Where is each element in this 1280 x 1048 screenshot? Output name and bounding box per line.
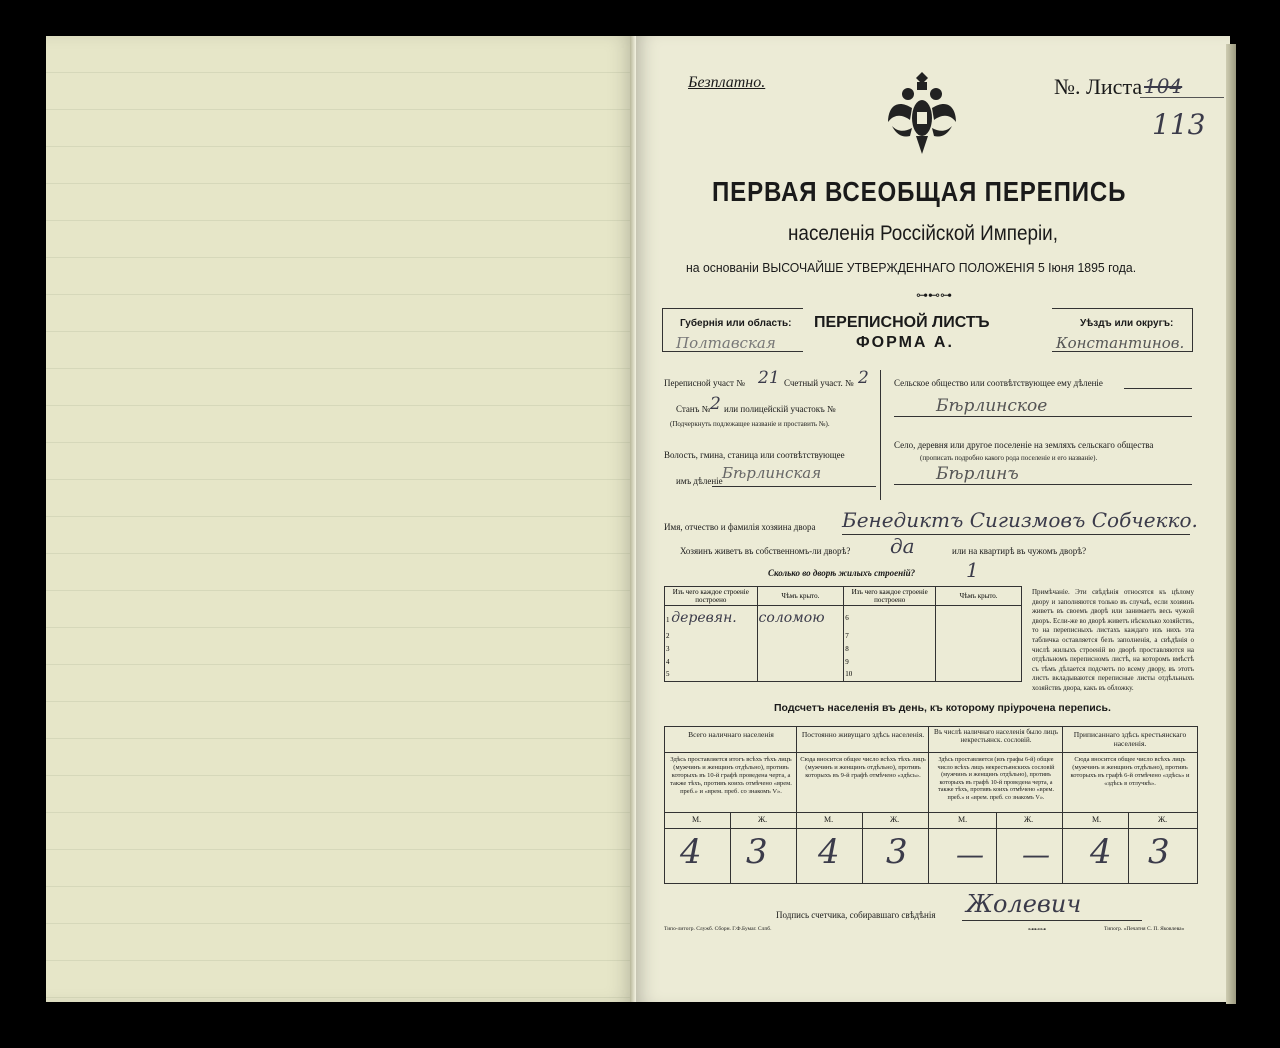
uezd-value: Константинов. [1056, 334, 1185, 352]
stan-label: Станъ № [676, 404, 711, 414]
police-note: (Подчеркнуть подлежащее названіе и проставить №). [670, 420, 830, 428]
row-material: деревян. [671, 609, 737, 626]
society-line-2 [894, 416, 1192, 417]
row-number: 2 [666, 631, 670, 640]
sub-title: населенія Россійской Имперіи, [788, 222, 1058, 245]
count-col2-head: Постоянно живущаго здѣсь населенія. [801, 730, 925, 739]
count-mf-split-3 [996, 812, 997, 883]
rent-label: или на квартирѣ въ чужомъ дворѣ? [952, 546, 1087, 556]
row-number: 8 [845, 644, 849, 653]
footer-ornament: ⊶⊷⊶ [1028, 927, 1046, 933]
buildings-row-4 [665, 655, 1022, 668]
book-spine [630, 36, 636, 1002]
title-ornament: ⊶⊷⊶ [916, 288, 952, 302]
count-mf-line [664, 828, 1197, 829]
count-col2-m-value: 4 [818, 832, 840, 872]
sheet-number-label: №. Листа [1054, 74, 1143, 99]
volost-label-1: Волость, гмина, станица или соотвѣтствующее [664, 450, 845, 460]
counting-label: Счетный участ. № [784, 378, 854, 388]
volost-value: Бѣрлинская [722, 464, 822, 482]
count-col3-zh-label: Ж. [1024, 815, 1034, 824]
row-number: 5 [666, 670, 670, 679]
buildings-col-material: Изъ чего каждое строеніе построено [665, 587, 758, 606]
main-title: ПЕРВАЯ ВСЕОБЩАЯ ПЕРЕПИСЬ [712, 176, 1127, 207]
count-divider-2 [928, 726, 929, 883]
double-headed-eagle-emblem [884, 68, 960, 164]
count-table [664, 726, 1198, 884]
signature-value: Жолевич [966, 890, 1082, 918]
counting-value: 2 [858, 368, 869, 388]
village-line [894, 484, 1192, 485]
volost-label-2: имъ дѣленіе [676, 476, 723, 486]
left-page-ruling [46, 36, 634, 1002]
signature-label: Подпись счетчика, собиравшаго свѣдѣнія [776, 910, 936, 920]
row-number: 10 [845, 670, 853, 679]
own-yard-label: Хозяинъ живетъ въ собственномъ-ли дворѣ? [680, 546, 851, 556]
buildings-table [664, 586, 1022, 682]
count-col4-zh-label: Ж. [1158, 815, 1168, 824]
volost-line [712, 486, 876, 487]
sheet-number-handwritten: 113 [1152, 108, 1206, 141]
count-col4-zh-value: 3 [1148, 832, 1170, 872]
buildings-col-roof-2: Чѣмъ крыто. [936, 587, 1022, 606]
count-col3-head: Въ числѣ наличнаго населенія было лицъ некрестьянск. сословій. [934, 728, 1058, 744]
count-col3-desc: Здѣсь проставляется (изъ графы 6-й) общее число всѣхъ лицъ некрестьянскихъ сословій (мужчинъ и женщинъ отдѣльно), противъ которыхъ въ графѣ 10-й проведена черта, а также тѣхъ, противъ коихъ отмѣчено «врем. преб.» и «врем. преб. со знакомъ V». [937, 756, 1055, 801]
buildings-note: Примѣчаніе. Эти свѣдѣнія относятся къ цѣлому двору и заполняются только въ случаѣ, если хозяинъ живетъ въ своемъ дворѣ или занимаетъ весь чужой дворъ. Если-же во дворѣ живетъ нѣсколько хозяйствъ, то на переписныхъ листахъ каждаго изъ нихъ эта табличка оставляется безъ заполненія, а свѣдѣнія о числѣ жилыхъ строеній во дворѣ проставляются на отдѣльномъ переписномъ листѣ, на которомъ вмѣстѣ съ тѣмъ дѣлается подсчетъ по всему двору, въ этотъ листъ вкладываются переписные листы отдѣльныхъ хозяйствъ двора, какъ въ обложку. [1032, 588, 1194, 692]
basis-title: на основаніи ВЫСОЧАЙШЕ УТВЕРЖДЕННАГО ПОЛОЖЕНІЯ 5 Іюня 1895 года. [686, 260, 1137, 275]
village-label: Село, деревня или другое поселеніе на земляхъ сельскаго общества [894, 440, 1154, 450]
count-col2-desc: Сюда вносится общее число всѣхъ тѣхъ лицъ (мужчинъ и женщинъ отдѣльно), противъ которыхъ въ 9-й графѣ отмѣчено «здѣсь». [800, 756, 926, 779]
count-col1-m-label: М. [692, 815, 702, 824]
row-number: 9 [845, 657, 849, 666]
buildings-row-5 [665, 668, 1022, 682]
sheet-number-line [1140, 97, 1224, 98]
count-title: Подсчетъ населенія въ день, къ которому пріурочена перепись. [774, 702, 1111, 714]
buildings-label: Сколько во дворѣ жилыхъ строеній? [768, 568, 916, 578]
buildings-row-2 [665, 629, 1022, 642]
village-note: (прописать подробно какого рода поселеніе и его названіе). [920, 454, 1098, 462]
police-label: или полицейскій участокъ № [724, 404, 836, 414]
count-divider-1 [796, 726, 797, 883]
guberniya-value: Полтавская [676, 334, 776, 352]
count-col4-desc: Сюда вносится общее число всѣхъ лицъ (мужчинъ и женщинъ отдѣльно), противъ которыхъ въ графѣ 6-й отмѣчено «здѣсь» и «здѣсь в отлучкѣ». [1070, 756, 1190, 787]
form-title: ФОРМА А. [856, 334, 954, 351]
owner-name-value: Бенедиктъ Сигизмовъ Собчекко. [842, 508, 1198, 532]
count-col3-m-value: — [956, 838, 984, 871]
row-number: 7 [845, 631, 849, 640]
free-label: Безплатно. [688, 74, 766, 91]
row-number: 3 [666, 644, 670, 653]
signature-line [962, 920, 1142, 921]
count-col1-m-value: 4 [680, 832, 702, 872]
count-mf-split-4 [1128, 812, 1129, 883]
uezd-label: Уѣздъ или округъ: [1080, 318, 1174, 329]
count-col1-head: Всего наличнаго населенія [688, 730, 774, 739]
district-value: 21 [758, 368, 780, 388]
left-page [46, 36, 634, 1002]
page-edge [1226, 44, 1236, 1004]
count-col1-desc: Здѣсь проставляется итогъ всѣхъ тѣхъ лицъ (мужчинъ и женщинъ отдѣльно), противъ которыхъ въ 10-й графѣ проведена черта, а также тѣхъ, противъ коихъ отмѣчено «врем. преб.» и «врем. преб. со знакомъ V». [670, 756, 792, 795]
own-yard-value: да [890, 534, 915, 558]
society-label: Сельское общество или соотвѣтствующее ему дѣленіе [894, 378, 1103, 388]
row-roof: соломою [758, 609, 825, 626]
district-label: Переписной участ № [664, 378, 745, 388]
count-col4-m-value: 4 [1090, 832, 1112, 872]
buildings-row-1 [665, 606, 1022, 630]
count-col1-zh-value: 3 [746, 832, 768, 872]
count-col4-m-label: М. [1092, 815, 1102, 824]
buildings-row-3 [665, 642, 1022, 655]
count-desc-line [664, 812, 1197, 813]
row-number: 1 [666, 615, 670, 624]
society-value: Бѣрлинское [936, 396, 1048, 416]
village-value: Бѣрлинъ [936, 464, 1019, 484]
fields-divider [880, 370, 881, 500]
count-head-line [664, 752, 1197, 753]
society-line-1 [1124, 388, 1192, 389]
owner-name-label: Имя, отчество и фамилія хозяина двора [664, 522, 816, 532]
count-mf-split-1 [730, 812, 731, 883]
count-mf-split-2 [862, 812, 863, 883]
guberniya-label: Губернія или область: [680, 318, 792, 329]
count-col3-zh-value: — [1022, 838, 1050, 871]
sheet-title: ПЕРЕПИСНОЙ ЛИСТЪ [814, 314, 990, 331]
count-col1-zh-label: Ж. [758, 815, 768, 824]
buildings-col-material-2: Изъ чего каждое строеніе построено [844, 587, 936, 606]
count-col2-zh-label: Ж. [890, 815, 900, 824]
count-col4-head: Приписаннаго здѣсь крестьянскаго населенія. [1073, 730, 1187, 748]
footer-left: Типо-литогр. Служб. Сборн. Г.Ф.Бумаг. Слпб. [664, 926, 772, 932]
stan-value: 2 [710, 394, 721, 414]
row-number: 6 [845, 613, 849, 622]
count-col3-m-label: М. [958, 815, 968, 824]
sheet-number-struck: 104 [1144, 74, 1183, 98]
buildings-col-roof: Чѣмъ крыто. [757, 587, 844, 606]
footer-right: Типогр. «Печатня С. П. Яковлева» [1104, 926, 1185, 932]
buildings-value: 1 [966, 558, 979, 582]
row-number: 4 [666, 657, 670, 666]
count-divider-3 [1062, 726, 1063, 883]
count-col2-m-label: М. [824, 815, 834, 824]
count-col2-zh-value: 3 [886, 832, 908, 872]
